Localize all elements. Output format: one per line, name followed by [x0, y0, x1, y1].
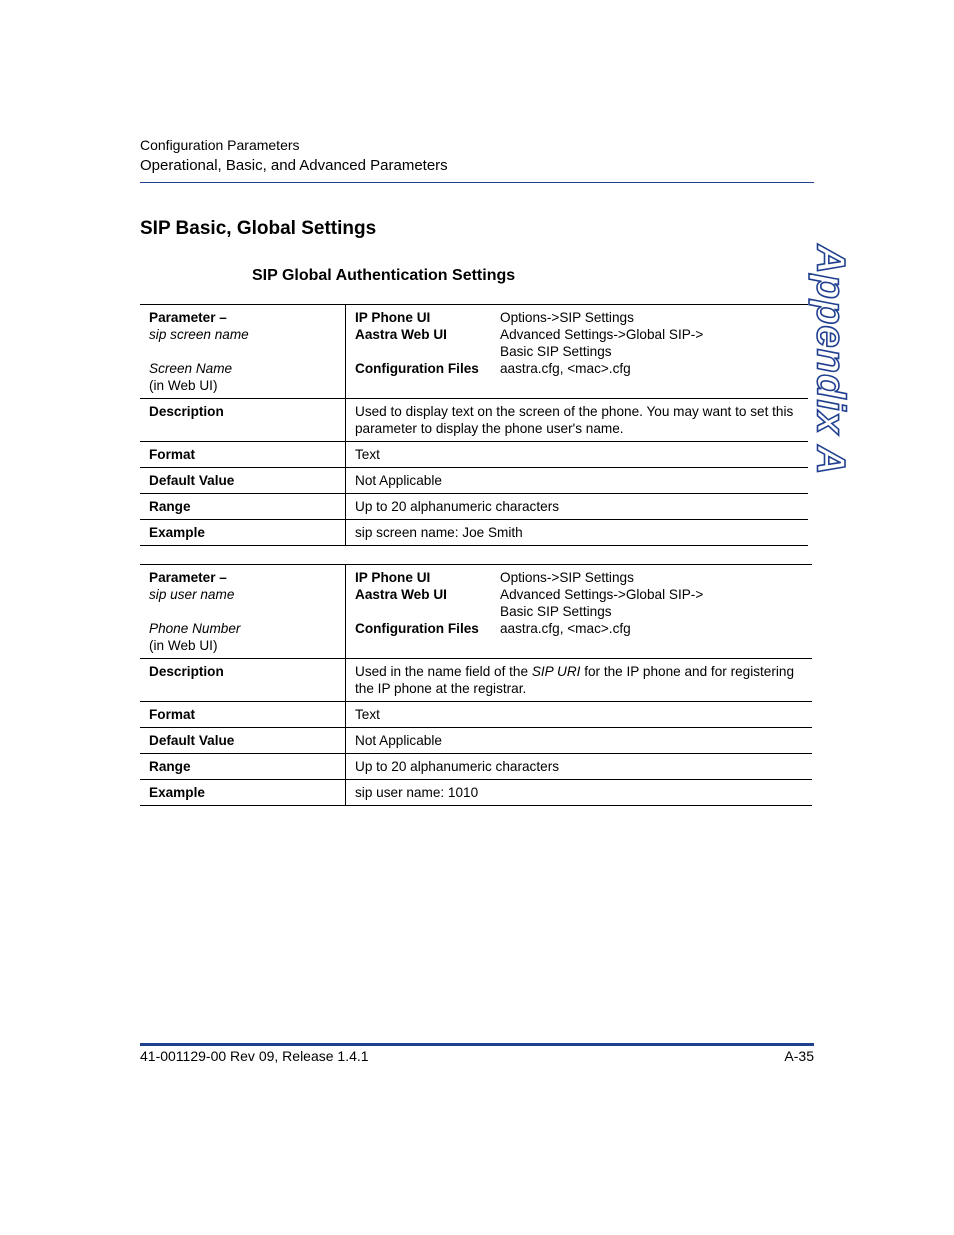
ip-phone-ui-label: IP Phone UI [355, 570, 431, 585]
table-row [140, 399, 808, 442]
web-ui-value-line1: Advanced Settings->Global SIP-> [500, 327, 704, 342]
footer-rule [140, 1043, 814, 1046]
row-label: Description [140, 399, 346, 442]
format-value: Text [346, 442, 809, 468]
row-label: Range [140, 754, 346, 780]
web-ui-value-line2: Basic SIP Settings [500, 344, 612, 359]
parameter-cell [140, 565, 346, 659]
description-text-end: for the IP phone and for registering the IP phone at the registrar. [355, 664, 795, 696]
parameter-cell [140, 305, 346, 399]
table-row [140, 468, 808, 494]
default-value: Not Applicable [346, 728, 813, 754]
parameter-label: Parameter – [149, 570, 227, 585]
parameter-table-sip-user-name [140, 564, 812, 806]
parameter-label: Parameter – [149, 310, 227, 325]
table-row [140, 659, 812, 702]
table-row [140, 754, 812, 780]
default-value: Not Applicable [346, 468, 809, 494]
parameter-name: sip screen name [149, 327, 249, 342]
range-value: Up to 20 alphanumeric characters [346, 494, 809, 520]
row-label: Default Value [140, 468, 346, 494]
ip-phone-ui-label: IP Phone UI [355, 310, 431, 325]
section-title: SIP Basic, Global Settings [140, 218, 377, 239]
description-text-start: Used in the name field of the [355, 664, 532, 679]
footer-doc-id: 41-001129-00 Rev 09, Release 1.4.1 [140, 1048, 369, 1064]
row-label: Format [140, 442, 346, 468]
config-files-value: aastra.cfg, <mac>.cfg [500, 361, 631, 376]
web-ui-label: Aastra Web UI [355, 587, 447, 602]
ip-phone-ui-value: Options->SIP Settings [500, 310, 634, 325]
web-ui-label: Aastra Web UI [355, 327, 447, 342]
running-header-chapter: Configuration Parameters [140, 137, 300, 153]
table-row [140, 702, 812, 728]
web-ui-value-line1: Advanced Settings->Global SIP-> [500, 587, 704, 602]
row-label: Format [140, 702, 346, 728]
location-cell [346, 305, 809, 399]
config-files-value: aastra.cfg, <mac>.cfg [500, 621, 631, 636]
table-row [140, 442, 808, 468]
row-label: Range [140, 494, 346, 520]
config-files-label: Configuration Files [355, 621, 479, 636]
row-label: Example [140, 780, 346, 806]
row-label: Default Value [140, 728, 346, 754]
web-ui-name: Phone Number [149, 621, 241, 636]
config-files-label: Configuration Files [355, 361, 479, 376]
description-value [346, 659, 813, 702]
table-row [140, 565, 812, 659]
parameter-table-sip-screen-name [140, 304, 808, 546]
web-ui-note: (in Web UI) [149, 378, 218, 393]
parameter-name: sip user name [149, 587, 235, 602]
description-value: Used to display text on the screen of the phone. You may want to set this parameter to display the phone user's name. [346, 399, 809, 442]
appendix-side-tab-label: Appendix A [808, 244, 853, 476]
example-value: sip user name: 1010 [346, 780, 813, 806]
example-value: sip screen name: Joe Smith [346, 520, 809, 546]
ip-phone-ui-value: Options->SIP Settings [500, 570, 634, 585]
header-rule [140, 182, 814, 183]
footer-page-number: A-35 [784, 1048, 814, 1064]
row-label: Example [140, 520, 346, 546]
web-ui-name: Screen Name [149, 361, 233, 376]
row-label: Description [140, 659, 346, 702]
running-header-section: Operational, Basic, and Advanced Parameters [140, 157, 448, 174]
range-value: Up to 20 alphanumeric characters [346, 754, 813, 780]
table-row [140, 728, 812, 754]
web-ui-value-line2: Basic SIP Settings [500, 604, 612, 619]
table-row [140, 780, 812, 806]
location-cell [346, 565, 813, 659]
subsection-title: SIP Global Authentication Settings [252, 267, 516, 284]
table-row [140, 305, 808, 399]
web-ui-note: (in Web UI) [149, 638, 218, 653]
table-row [140, 520, 808, 546]
description-sip-uri-term: SIP URI [531, 664, 581, 679]
table-row [140, 494, 808, 520]
format-value: Text [346, 702, 813, 728]
